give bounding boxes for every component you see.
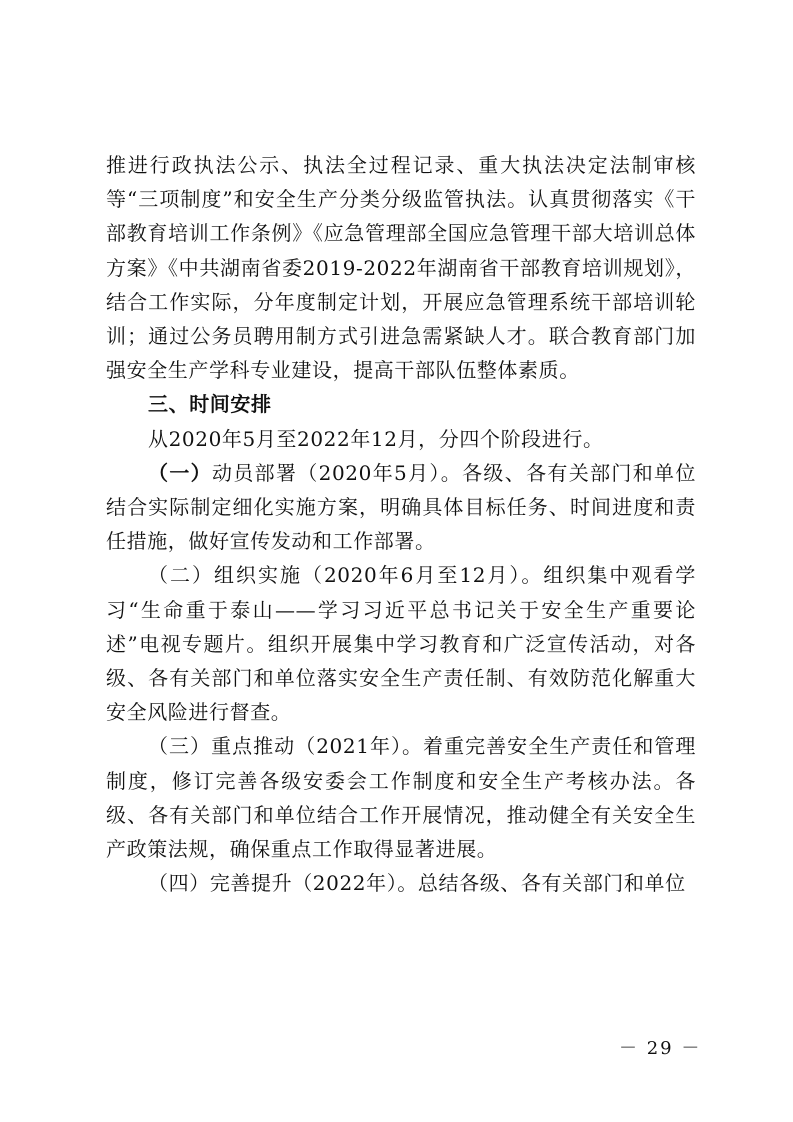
schedule-intro: 从2020年5月至2022年12月，分四个阶段进行。 [148, 426, 604, 451]
section-heading: 三、时间安排 [148, 392, 272, 417]
stage-4-paragraph [106, 866, 696, 900]
stage-1-paragraph [106, 456, 696, 559]
stage-3-paragraph [106, 729, 696, 866]
stage-1-label: （一） [148, 460, 212, 485]
stage-3-label: （三） [148, 734, 212, 759]
paragraph-continuation: 推进行政执法公示、执法全过程记录、重大执法决定法制审核等“三项制度”和安全生产分类分级监管执法。认真贯彻落实《干部教育培训工作条例》《应急管理部全国应急管理干部大培训总体方案》《中共湖南省委2019-2022年湖南省干部教育培训规划》，结合工作实际，分年度制定计划，开展应急管理系统干部培训轮训；通过公务员聘用制方式引进急需紧缺人才。联合教育部门加强安全生产学科专业建设，提高干部队伍整体素质。 [106, 153, 696, 383]
stage-2-paragraph [106, 558, 696, 729]
stage-4-label: （四） [148, 871, 210, 896]
document-body [106, 148, 696, 900]
stage-4-text: 完善提升（2022年）。总结各级、各有关部门和单位 [209, 871, 686, 896]
stage-3-text: 重点推动（2021年）。着重完善安全生产责任和管理制度，修订完善各级安委会工作制度和安全生产考核办法。各级、各有关部门和单位结合工作开展情况，推动健全有关安全生产政策法规，确保重点工作取得显著进展。 [106, 734, 696, 862]
stage-2-label: （二） [148, 563, 214, 588]
stage-1-text: 动员部署（2020年5月）。各级、各有关部门和单位结合实际制定细化实施方案，明确具体目标任务、时间进度和责任措施，做好宣传发动和工作部署。 [106, 460, 696, 554]
stage-2-text: 组织实施（2020年6月至12月）。组织集中观看学习“生命重于泰山——学习习近平总书记关于安全生产重要论述”电视专题片。组织开展集中学习教育和广泛宣传活动，对各级、各有关部门和单位落实安全生产责任制、有效防范化解重大安全风险进行督查。 [106, 563, 696, 725]
page-number: － 29 － [619, 1038, 702, 1059]
